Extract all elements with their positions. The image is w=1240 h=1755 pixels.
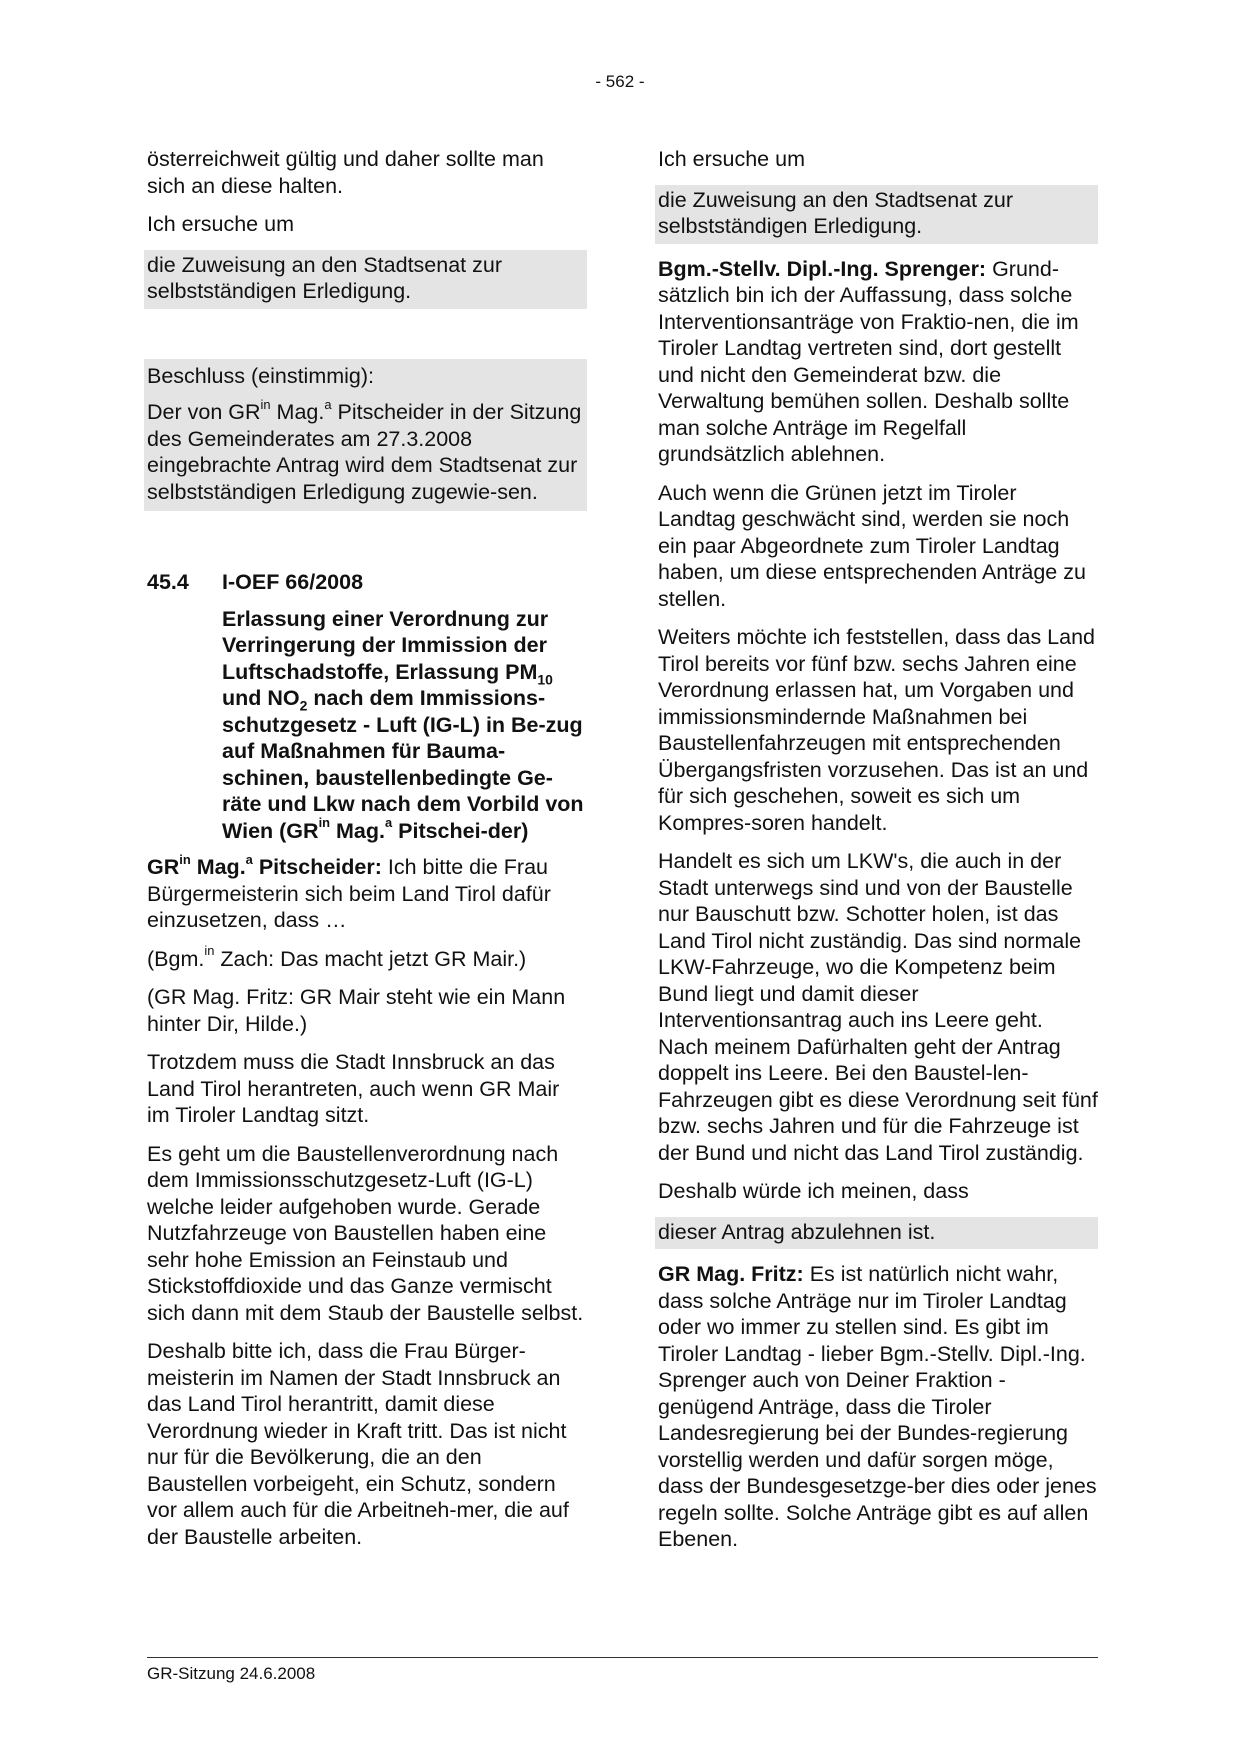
speaker-name: $GR^{in}$ Mag.$^a$ Pitscheider:	[147, 851, 382, 879]
paragraph: Deshalb bitte ich, dass die Frau Bürger-meisterin im Namen der Stadt Innsbruck an das Land Tirol herantritt, damit diese Verordnung wieder in Kraft tritt. Das ist nicht nur für die Bevölkerung, die an den Baustellen vorbeigeht, ein Schutz, sondern vor allem auch für die Arbeitneh-mer, die auf der Baustelle arbeiten.	[147, 1339, 569, 1549]
agenda-item-heading	[147, 569, 587, 596]
interjection: (GR Mag. Fritz: GR Mair steht wie ein Mann hinter Dir, Hilde.)	[147, 985, 566, 1036]
paragraph: Auch wenn die Grünen jetzt im Tiroler Landtag geschwächt sind, werden sie noch ein paar Abgeordnete zum Tiroler Landtag haben, um diese entsprechenden Anträge zu stellen.	[658, 480, 1086, 611]
footer-text: GR-Sitzung 24.6.2008	[147, 1664, 316, 1683]
highlighted-motion: dieser Antrag abzulehnen ist.	[655, 1217, 1098, 1250]
agenda-item-title: Erlassung einer Verordnung zur Verringerung der Immission der Luftschadstoffe, Erlassung $PM_{10}$ und $NO_2$ nach dem Immissions-schutzgesetz - Luft (IG-L) in Be-zug auf Maßnahmen für Bauma-schinen, baustellenbedingte Ge-räte und Lkw nach dem Vorbild von Wien ($GR^{in}$ Mag.$^a$ Pitschei-der)	[222, 606, 584, 843]
speaker-name: Bgm.-Stellv. Dipl.-Ing. Sprenger:	[658, 256, 987, 281]
paragraph: Es geht um die Baustellenverordnung nach dem Immissionsschutzgesetz-Luft (IG-L) welche leider aufgehoben wurde. Gerade Nutzfahrzeuge von Baustellen haben eine sehr hohe Emission an Feinstaub und Stickstoffdioxide und das Ganze vermischt sich dann mit dem Staub der Baustelle selbst.	[147, 1141, 584, 1325]
speech-sprenger: Bgm.-Stellv. Dipl.-Ing. Sprenger: Grund-sätzlich bin ich der Auffassung, dass solche Interventionsanträge von Fraktio-nen, die im Tiroler Landtag vertreten sind, dort gestellt und nicht den Gemeinderat bzw. die Verwaltung bemühen sollen. Deshalb sollte man solche Anträge im Regelfall grundsätzlich ablehnen.	[658, 256, 1079, 466]
paragraph: österreichweit gültig und daher sollte man sich an diese halten.	[147, 147, 544, 198]
paragraph: Ich ersuche um	[147, 212, 294, 236]
speaker-name: GR Mag. Fritz:	[658, 1262, 804, 1286]
page-number: - 562 -	[595, 72, 645, 91]
right-column	[658, 146, 1098, 1565]
speech-fritz: GR Mag. Fritz: Es ist natürlich nicht wahr, dass solche Anträge nur im Tiroler Landtag oder wo immer zu stellen sind. Es gibt im Tiroler Landtag - lieber Bgm.-Stellv. Dipl.-Ing. Sprenger auch von Deiner Fraktion - genügend Anträge, dass die Tiroler Landesregierung bei der Bundes-regierung vorstellig werden und dafür sorgen möge, dass der Bundesgesetzge-ber dies oder jenes regeln sollte. Solche Anträge gibt es auf allen Ebenen.	[658, 1262, 1097, 1551]
highlighted-motion: die Zuweisung an den Stadtsenat zur selbstständigen Erledigung.	[144, 250, 587, 309]
paragraph: Deshalb würde ich meinen, dass	[658, 1179, 969, 1203]
resolution-text: Der von $GR^{in}$ Mag.$^a$ Pitscheider in der Sitzung des Gemeinderates am 27.3.2008 eingebrachte Antrag wird dem Stadtsenat zur selbstständigen Erledigung zugewie-sen.	[147, 396, 582, 504]
paragraph: Weiters möchte ich feststellen, dass das Land Tirol bereits vor fünf bzw. sechs Jahren eine Verordnung erlassen hat, um Vorgaben und immissionsmindernde Maßnahmen bei Baustellenfahrzeugen mit entsprechenden Übergangsfristen vorzusehen. Das ist an und für sich geschehen, soweit es sich um Kompres-soren handelt.	[658, 625, 1095, 835]
paragraph: Trotzdem muss die Stadt Innsbruck an das Land Tirol herantreten, auch wenn GR Mair im Tiroler Landtag sitzt.	[147, 1050, 560, 1127]
resolution-title: Beschluss (einstimmig):	[147, 363, 374, 388]
paragraph: Ich ersuche um	[658, 147, 805, 171]
paragraph: Handelt es sich um LKW's, die auch in der Stadt unterwegs sind und von der Baustelle nur Bauschutt bzw. Schotter holen, ist das Land Tirol nicht zuständig. Das sind normale LKW-Fahrzeuge, wo die Kompetenz beim Bund liegt und damit dieser Interventionsantrag auch ins Leere geht. Nach meinem Dafürhalten geht der Antrag doppelt ins Leere. Bei den Baustel-len-Fahrzeugen gibt es diese Verordnung seit fünf bzw. sechs Jahren und für die Fahrzeuge ist der Bund und nicht das Land Tirol zuständig.	[658, 849, 1098, 1165]
footer-rule	[147, 1657, 1098, 1658]
agenda-item-number: 45.4	[147, 570, 189, 594]
left-column	[147, 146, 587, 1562]
agenda-item-code: I-OEF 66/2008	[222, 570, 364, 594]
speech-pitscheider: $GR^{in}$ Mag.$^a$ Pitscheider: Ich bitte die Frau Bürgermeisterin sich beim Land Tirol dafür einzusetzen, dass …	[147, 851, 551, 932]
resolution-block	[144, 359, 587, 512]
interjection: (Bgm.$^{in}$ Zach: Das macht jetzt GR Mair.)	[147, 943, 527, 971]
highlighted-motion: die Zuweisung an den Stadtsenat zur selbstständigen Erledigung.	[655, 185, 1098, 244]
